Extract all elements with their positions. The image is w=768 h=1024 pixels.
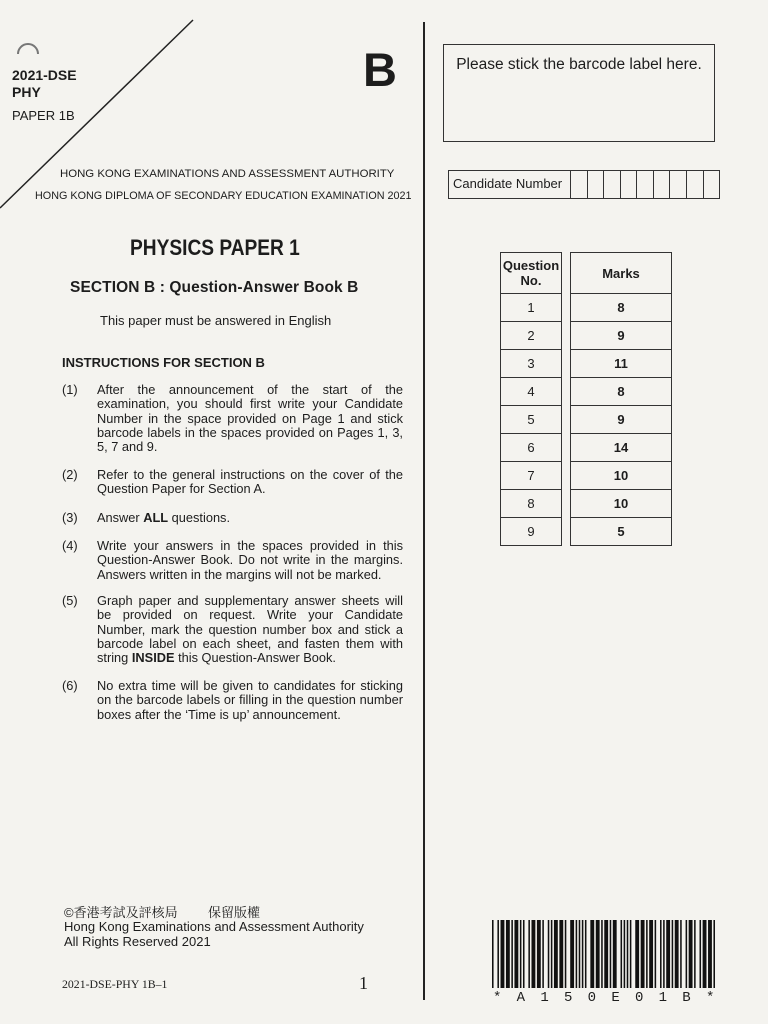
barcode-bar [666,920,670,988]
instruction-number: (3) [62,510,78,525]
year-code: 2021-DSE [12,67,77,83]
barcode-bar [492,920,494,988]
instructions-heading: INSTRUCTIONS FOR SECTION B [62,354,265,370]
barcode-bar [703,920,707,988]
barcode-bar [655,920,657,988]
authority-name: HONG KONG EXAMINATIONS AND ASSESSMENT AUTHORITY [60,168,395,180]
barcode-bar [514,920,518,988]
instruction-number: (2) [62,467,78,482]
subject-code: PHY [12,84,41,100]
barcode-bar [675,920,679,988]
barcode-bar [570,920,574,988]
instruction-text [97,594,403,665]
barcode-bar [641,920,645,988]
rights-reserved-chinese: 保留版權 [208,904,261,920]
instruction-number: (4) [62,538,78,553]
punch-hole-mark [18,44,38,54]
barcode-bar [585,920,587,988]
barcode-bar [713,920,715,988]
question-number-cell: 4 [501,378,561,406]
barcode-bar [559,920,563,988]
candidate-number-label [449,171,571,198]
candidate-number-label-text: Candidate Number [453,176,563,191]
marks-cell: 10 [571,490,671,518]
instruction-line: Number in the space provided on Page 1 and stick [97,410,403,426]
marks-column [570,252,672,546]
barcode-bar [523,920,525,988]
instruction-text [97,539,403,582]
candidate-digit-box [654,171,671,198]
question-number-cell: 2 [501,322,561,350]
barcode-bar [511,920,513,988]
candidate-digit-box [604,171,621,198]
question-number-column [500,252,562,546]
instruction-line [97,511,403,525]
vertical-divider [423,22,425,1000]
instruction-segment: questions. [168,510,231,525]
marks-cell: 8 [571,378,671,406]
barcode-bar [660,920,662,988]
instruction-line: on the barcode labels or filling in the question number [97,692,403,708]
marks-cell: 14 [571,434,671,462]
barcode-bar [531,920,535,988]
barcode-label-box [443,44,715,142]
instruction-line: No extra time will be given to candidates for sticking [97,678,403,693]
barcode-bar [624,920,626,988]
barcode-bar [630,920,632,988]
copyright-english: Hong Kong Examinations and Assessment Authority [64,918,364,934]
candidate-number-box [448,170,720,199]
barcode-bar [582,920,584,988]
instruction-line: barcode label on each sheet, and fasten them with [97,635,403,651]
instruction-line: Answers written in the margins will not be marked. [97,566,382,582]
marks-cell: 11 [571,350,671,378]
book-letter: B [363,42,397,96]
barcode-bar [542,920,544,988]
barcode-bar [610,920,612,988]
instruction-segment: string [97,650,132,666]
instruction-text [97,679,403,722]
page-code: 2021-DSE-PHY 1B–1 [62,977,168,991]
barcode [492,920,715,988]
language-note: This paper must be answered in English [100,312,332,328]
instruction-line: Refer to the general instructions on the cover of the [97,467,403,482]
barcode-bar [551,920,553,988]
barcode-bar [627,920,629,988]
barcode-bar [663,920,665,988]
candidate-digit-box [571,171,588,198]
barcode-bar [621,920,623,988]
barcode-bar [520,920,522,988]
candidate-digit-box [637,171,654,198]
marks-cell: 5 [617,524,625,539]
instruction-line: Number, mark the question number box and stick a [97,621,403,637]
instruction-emphasis: INSIDE [131,650,175,666]
instruction-number: (5) [62,593,78,608]
barcode-bar [672,920,674,988]
candidate-number-cells [571,171,719,198]
barcode-bar [694,920,696,988]
marks-cell: 9 [571,322,671,350]
barcode-bar [501,920,505,988]
question-number-cell: 1 [501,294,561,322]
instruction-text [97,511,403,525]
barcode-bar [596,920,600,988]
question-header-line: Question [502,258,560,273]
exam-name: HONG KONG DIPLOMA OF SECONDARY EDUCATION EXAMINATION 2021 [35,189,412,202]
barcode-bar [635,920,639,988]
candidate-digit-box [704,171,720,198]
barcode-bar [686,920,688,988]
instruction-text [97,468,403,497]
question-number-cell: 3 [501,350,561,378]
barcode-bar [554,920,558,988]
barcode-bar [708,920,712,988]
rights-reserved-english: All Rights Reserved 2021 [64,933,211,949]
instruction-number: (6) [62,678,78,693]
page-number: 1 [359,973,368,993]
marks-cell: 9 [571,406,671,434]
candidate-digit-box [670,171,687,198]
instruction-line: barcode labels in the spaces provided on Pages 1, 3, [97,424,403,440]
instruction-line: boxes after the ‘Time is up’ announcement. [97,706,341,722]
question-number-cell: 5 [501,406,561,434]
barcode-bar [565,920,567,988]
instruction-line: be provided on request. Write your Candidate [97,607,403,623]
instruction-emphasis: ALL [143,510,169,525]
instruction-text [97,383,403,454]
barcode-bar [528,920,530,988]
barcode-bar [700,920,702,988]
barcode-bar [537,920,541,988]
barcode-bar [579,920,581,988]
barcode-bar [506,920,510,988]
barcode-bar [601,920,603,988]
barcode-bar [613,920,617,988]
instruction-segment: Answer [97,510,144,525]
instruction-line: Question Paper for Section A. [97,481,266,497]
paper-title: PHYSICS PAPER 1 [130,235,300,260]
instruction-number: (1) [62,382,78,397]
barcode-bar [646,920,648,988]
marks-header [571,253,671,294]
barcode-bar [590,920,594,988]
marks-header-text: Marks [602,265,640,281]
barcode-text: * A 1 5 0 E 0 1 B * [493,990,718,1006]
instruction-line: examination, you should first write your Candidate [97,396,403,412]
instruction-line: Write your answers in the spaces provided in this [97,538,403,553]
question-number-cell: 6 [501,434,561,462]
section-title: SECTION B : Question-Answer Book B [70,278,359,296]
instruction-segment: this Question-Answer Book. [174,650,336,666]
barcode-bar [497,920,499,988]
barcode-bar [680,920,682,988]
instruction-line [97,651,403,665]
copyright-chinese: ©香港考試及評核局 [64,904,178,920]
question-number-cell: 7 [501,462,561,490]
barcode-label-instruction: Please stick the barcode label here. [456,56,702,73]
barcode-bar [548,920,550,988]
candidate-digit-box [621,171,638,198]
barcode-bar [576,920,578,988]
marks-cell: 10 [571,462,671,490]
instruction-line: 5, 7 and 9. [97,439,158,455]
candidate-digit-box [588,171,605,198]
question-header-line: No. [520,273,542,288]
instruction-line: Question-Answer Book. Do not write in the margins. [97,552,403,568]
question-number-cell: 8 [501,490,561,518]
barcode-bar [649,920,653,988]
barcode-bar [604,920,608,988]
candidate-digit-box [687,171,704,198]
question-number-cell: 9 [527,524,535,539]
marks-cell: 8 [571,294,671,322]
question-number-header [501,253,561,294]
instruction-line: Graph paper and supplementary answer sheets will [97,593,403,608]
paper-code: PAPER 1B [12,107,75,123]
instruction-line: After the announcement of the start of the [97,382,403,397]
barcode-bar [689,920,693,988]
